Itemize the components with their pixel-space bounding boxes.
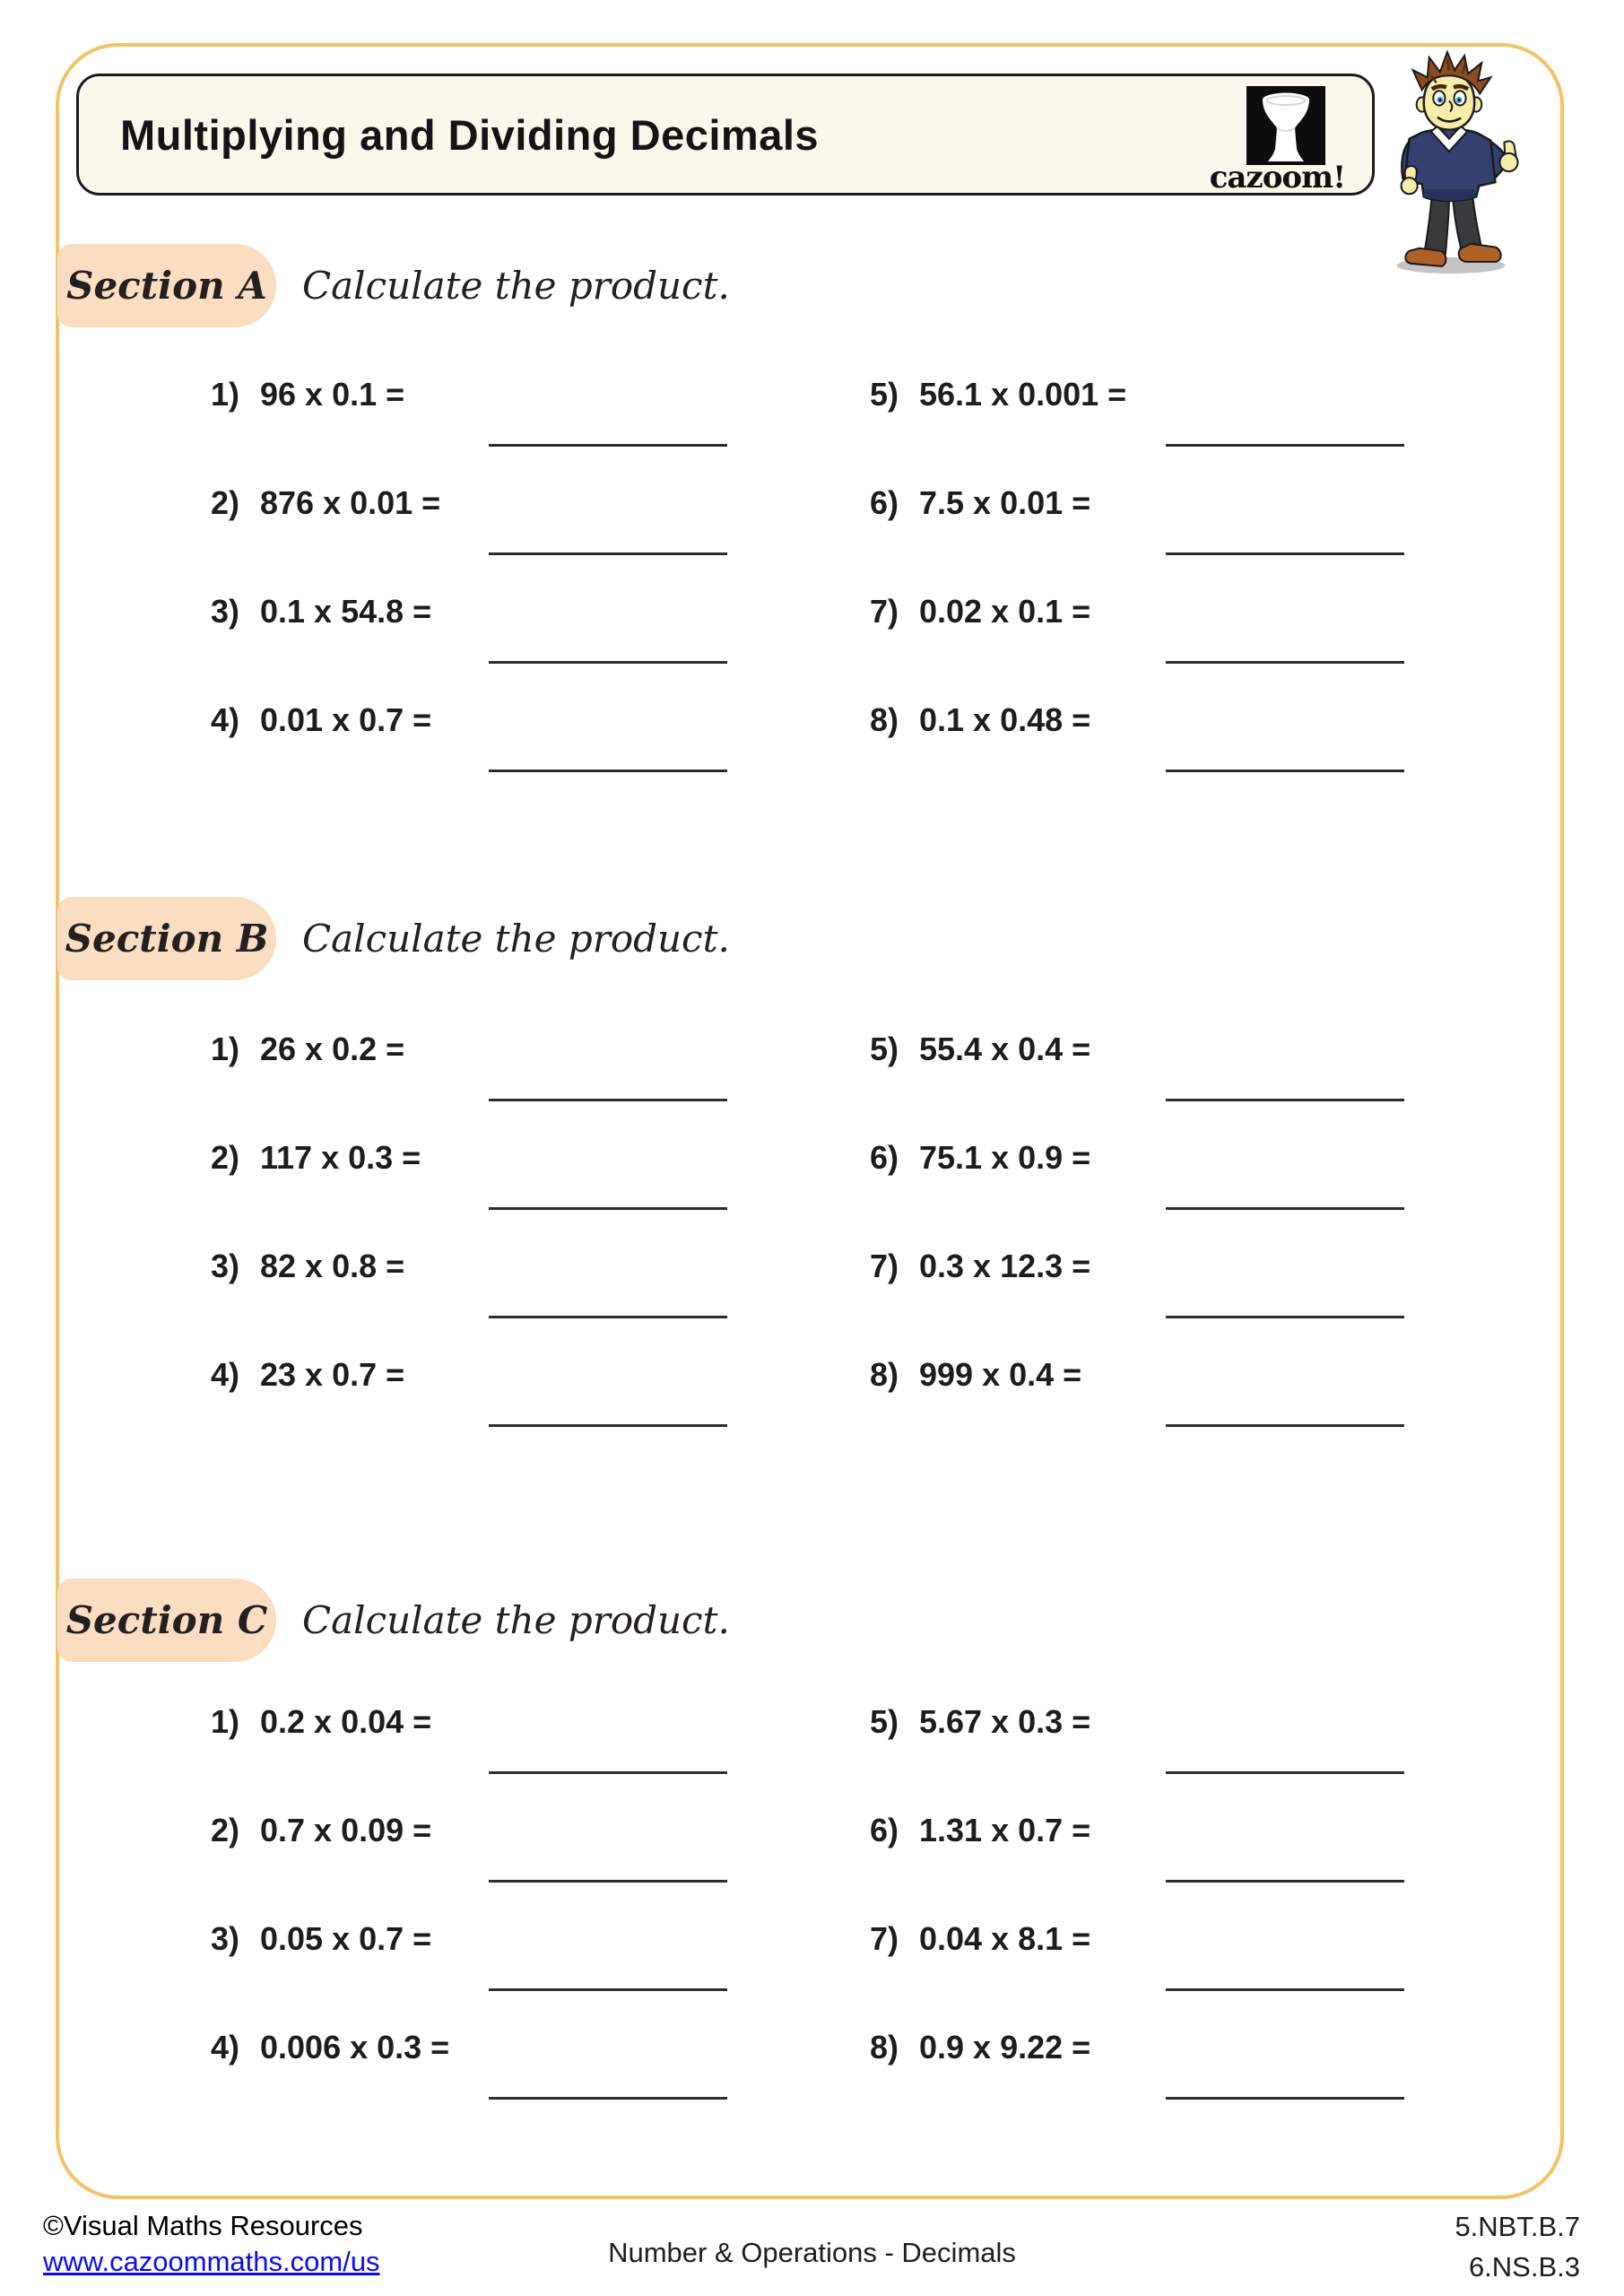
- problem-expression: 0.7 x 0.09 =: [260, 1812, 432, 1848]
- answer-line[interactable]: [1166, 1316, 1404, 1318]
- answer-line[interactable]: [489, 1207, 727, 1210]
- problem-expression: 0.1 x 0.48 =: [919, 701, 1091, 738]
- answer-line[interactable]: [1166, 1099, 1404, 1101]
- problem-expression: 7.5 x 0.01 =: [919, 484, 1091, 521]
- problem-expression: 0.9 x 9.22 =: [919, 2029, 1091, 2066]
- section-b-pill: [57, 897, 276, 980]
- problem-expression: 999 x 0.4 =: [919, 1356, 1082, 1393]
- problem-row: 6) 7.5 x 0.01 =: [870, 483, 1444, 592]
- problem-expression: 0.3 x 12.3 =: [919, 1248, 1091, 1284]
- answer-line[interactable]: [489, 1316, 727, 1318]
- answer-line[interactable]: [489, 661, 727, 664]
- problem-row: 5) 55.4 x 0.4 =: [870, 1030, 1444, 1138]
- problem-expression: 1.31 x 0.7 =: [919, 1812, 1091, 1848]
- problem-expression: 75.1 x 0.9 =: [919, 1139, 1091, 1176]
- problem-row: 5) 5.67 x 0.3 =: [870, 1702, 1444, 1811]
- problem-expression: 876 x 0.01 =: [260, 484, 441, 521]
- answer-line[interactable]: [489, 1099, 727, 1101]
- answer-line[interactable]: [1166, 1771, 1404, 1774]
- answer-line[interactable]: [1166, 444, 1404, 447]
- answer-line[interactable]: [1166, 1424, 1404, 1427]
- problem-expression: 0.02 x 0.1 =: [919, 593, 1091, 630]
- answer-line[interactable]: [489, 444, 727, 447]
- problem-row: 3) 82 x 0.8 =: [211, 1247, 785, 1355]
- problem-row: 2) 117 x 0.3 =: [211, 1138, 785, 1247]
- answer-line[interactable]: [1166, 770, 1404, 772]
- section-a-instruction: Calculate the product.: [302, 264, 730, 308]
- problem-expression: 82 x 0.8 =: [260, 1248, 405, 1284]
- section-a-pill: [57, 244, 276, 327]
- answer-line[interactable]: [489, 552, 727, 555]
- answer-line[interactable]: [1166, 552, 1404, 555]
- problem-row: 8) 0.1 x 0.48 =: [870, 700, 1444, 809]
- problem-row: 7) 0.04 x 8.1 =: [870, 1919, 1444, 2028]
- cazoom-url-link[interactable]: www.cazoommaths.com/us: [43, 2246, 380, 2277]
- answer-line[interactable]: [1166, 661, 1404, 664]
- problem-row: 3) 0.1 x 54.8 =: [211, 592, 785, 700]
- problem-expression: 56.1 x 0.001 =: [919, 376, 1127, 413]
- section-b-instruction: Calculate the product.: [302, 917, 730, 961]
- section-c-label: Section C: [65, 1598, 268, 1642]
- problem-expression: 26 x 0.2 =: [260, 1031, 405, 1067]
- answer-line[interactable]: [1166, 1988, 1404, 1991]
- djembe-drum-icon: [1246, 86, 1325, 165]
- problem-row: 1) 96 x 0.1 =: [211, 375, 785, 483]
- problem-row: 2) 876 x 0.01 =: [211, 483, 785, 592]
- standard-code-1: 5.NBT.B.7: [1455, 2211, 1580, 2242]
- section-c-pill: [57, 1578, 276, 1662]
- title-box: [76, 74, 1375, 196]
- problem-row: 1) 26 x 0.2 =: [211, 1030, 785, 1138]
- problem-row: 7) 0.3 x 12.3 =: [870, 1247, 1444, 1355]
- section-b-label: Section B: [65, 917, 269, 961]
- cazoom-logo-text: cazoom!: [1209, 160, 1345, 196]
- problem-expression: 117 x 0.3 =: [260, 1139, 421, 1176]
- problem-row: 7) 0.02 x 0.1 =: [870, 592, 1444, 700]
- problem-row: 3) 0.05 x 0.7 =: [211, 1919, 785, 2028]
- problem-row: 8) 0.9 x 9.22 =: [870, 2028, 1444, 2136]
- problem-expression: 55.4 x 0.4 =: [919, 1031, 1091, 1067]
- problem-row: 5) 56.1 x 0.001 =: [870, 375, 1444, 483]
- answer-line[interactable]: [489, 1880, 727, 1883]
- problem-row: 4) 0.006 x 0.3 =: [211, 2028, 785, 2136]
- problem-expression: 0.2 x 0.04 =: [260, 1703, 432, 1740]
- problem-row: 6) 75.1 x 0.9 =: [870, 1138, 1444, 1247]
- section-a-label: Section A: [66, 264, 267, 308]
- answer-line[interactable]: [489, 1424, 727, 1427]
- problem-expression: 0.006 x 0.3 =: [260, 2029, 450, 2066]
- problem-expression: 0.01 x 0.7 =: [260, 701, 432, 738]
- mascot-boy-icon: [1375, 48, 1533, 274]
- answer-line[interactable]: [489, 2097, 727, 2100]
- problem-expression: 0.1 x 54.8 =: [260, 593, 432, 630]
- problem-row: 4) 0.01 x 0.7 =: [211, 700, 785, 809]
- copyright-text: ©Visual Maths Resources: [43, 2210, 363, 2241]
- answer-line[interactable]: [1166, 1880, 1404, 1883]
- problem-row: 1) 0.2 x 0.04 =: [211, 1702, 785, 1811]
- section-c-instruction: Calculate the product.: [302, 1598, 730, 1642]
- problem-row: 8) 999 x 0.4 =: [870, 1355, 1444, 1464]
- answer-line[interactable]: [1166, 1207, 1404, 1210]
- page-title: Multiplying and Dividing Decimals: [120, 110, 820, 159]
- answer-line[interactable]: [489, 770, 727, 772]
- answer-line[interactable]: [489, 1988, 727, 1991]
- problem-expression: 0.05 x 0.7 =: [260, 1920, 432, 1957]
- problem-row: 6) 1.31 x 0.7 =: [870, 1811, 1444, 1919]
- problem-expression: 0.04 x 8.1 =: [919, 1920, 1091, 1957]
- problem-expression: 23 x 0.7 =: [260, 1356, 405, 1393]
- problem-expression: 96 x 0.1 =: [260, 376, 405, 413]
- problem-row: 4) 23 x 0.7 =: [211, 1355, 785, 1464]
- problem-expression: 5.67 x 0.3 =: [919, 1703, 1091, 1740]
- problem-row: 2) 0.7 x 0.09 =: [211, 1811, 785, 1919]
- answer-line[interactable]: [1166, 2097, 1404, 2100]
- standards-codes: [1455, 2206, 1580, 2287]
- standard-code-2: 6.NS.B.3: [1468, 2251, 1580, 2283]
- worksheet-category: Number & Operations - Decimals: [608, 2237, 1016, 2268]
- answer-line[interactable]: [489, 1771, 727, 1774]
